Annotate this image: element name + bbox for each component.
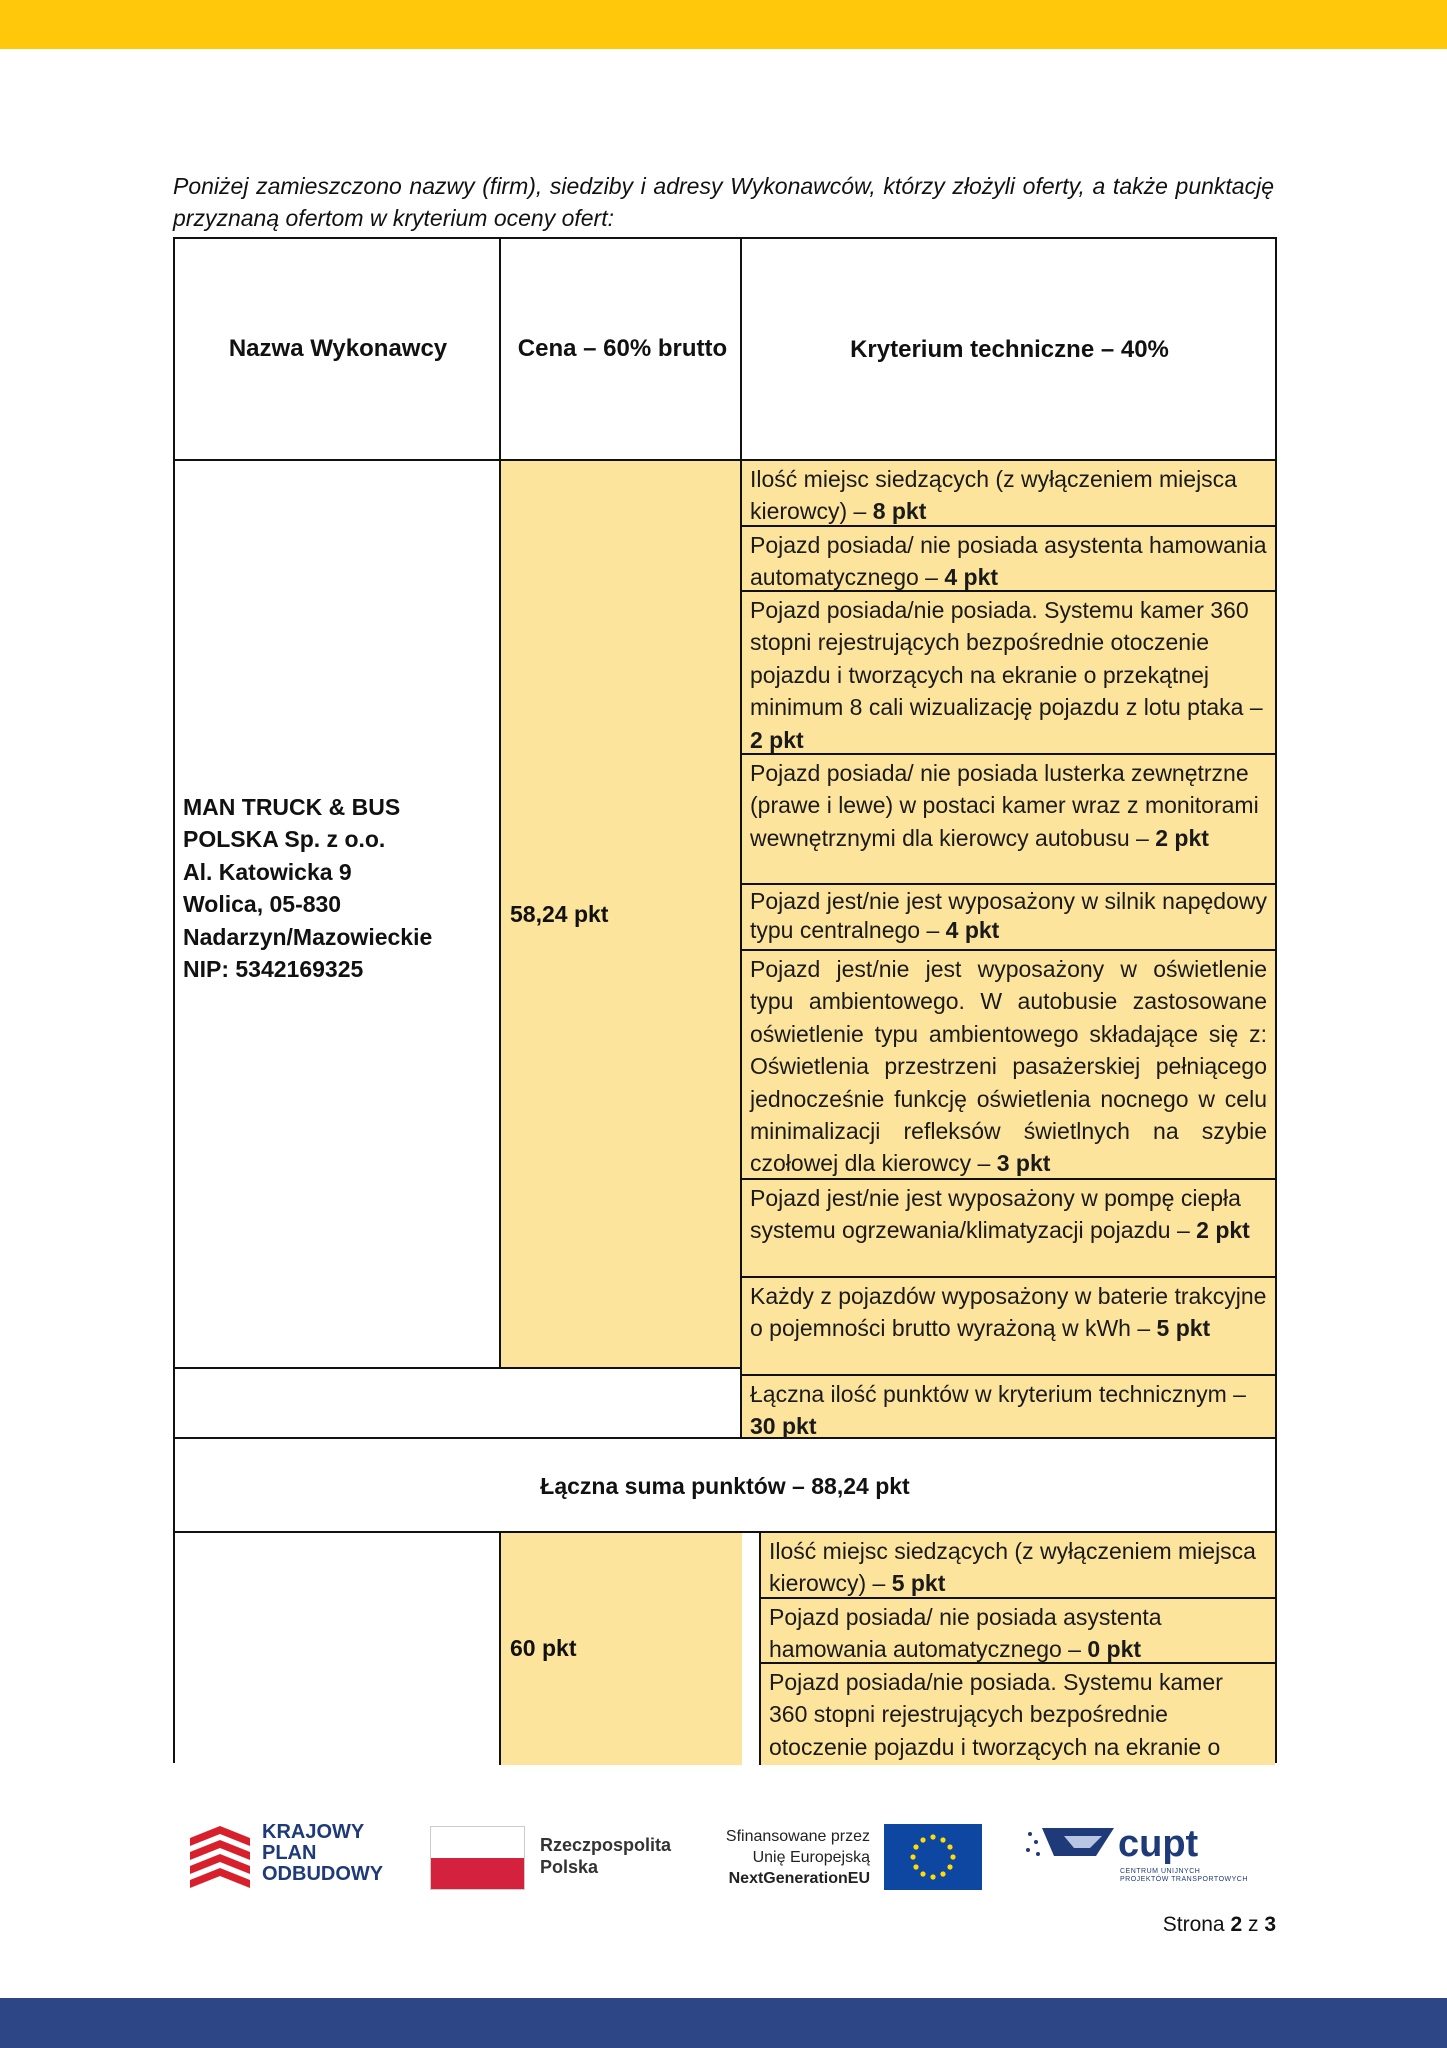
criterion-camera-mirrors [742, 755, 1275, 885]
criterion-text: Pojazd jest/nie jest wyposażony w silnik napędowy typu centralnego – [750, 888, 1267, 943]
polish-flag-icon [430, 1826, 525, 1890]
criterion-text: Pojazd jest/nie jest wyposażony w pompę ciepła systemu ogrzewania/klimatyzacji pojazdu – [750, 1185, 1241, 1244]
page-number [1163, 1913, 1276, 1937]
criterion-points: 2 pkt [1155, 824, 1209, 851]
kpo-line: KRAJOWY [262, 1821, 365, 1843]
price-points-offer1: 58,24 pkt [510, 901, 609, 927]
funding-logos [0, 1810, 1447, 1920]
criterion-seats [761, 1533, 1275, 1599]
header-contractor: Nazwa Wykonawcy [228, 335, 448, 362]
kpo-line: PLAN [262, 1842, 317, 1864]
criterion-ambient-lighting [742, 951, 1275, 1180]
criterion-points: 5 pkt [1156, 1315, 1211, 1342]
cupt-logo-text: cupt [1118, 1823, 1199, 1865]
kpo-line: ODBUDOWY [262, 1863, 384, 1885]
company-info [183, 791, 493, 985]
technical-total-points: 30 pkt [750, 1413, 817, 1440]
cupt-logo-icon [1024, 1826, 1116, 1866]
technical-total [742, 1376, 1275, 1439]
rp-line: Polska [540, 1857, 599, 1877]
criterion-text: Pojazd posiada/ nie posiada asystenta hamowania automatycznego – [750, 532, 1267, 591]
total-pages: 3 [1264, 1913, 1276, 1936]
kpo-logo-icon [190, 1824, 250, 1890]
criterion-batteries [742, 1278, 1275, 1376]
header-price: Cena – 60% brutto [517, 335, 728, 362]
technical-total-text: Łączna ilość punktów w kryterium technicznym – [750, 1381, 1246, 1407]
intro-paragraph: Poniżej zamieszczono nazwy (firm), siedziby i adresy Wykonawców, którzy złożyli oferty, a także punktację przyznaną ofertom w kryterium oceny ofert: [173, 173, 1274, 231]
cupt-sub-line: CENTRUM UNIJNYCH [1120, 1868, 1201, 1875]
criterion-heat-pump [742, 1180, 1275, 1278]
criterion-text: Ilość miejsc siedzących (z wyłączeniem miejsca kierowcy) – [769, 1538, 1256, 1597]
criterion-points: 2 pkt [750, 726, 804, 753]
criterion-points: 3 pkt [996, 1150, 1051, 1177]
criterion-points: 0 pkt [1087, 1636, 1142, 1663]
criterion-text: Pojazd posiada/ nie posiada lusterka zewnętrzne (prawe i lewe) w postaci kamer wraz z monitorami wewnętrznymi dla kierowcy autobusu – [750, 760, 1259, 851]
criterion-points: 5 pkt [891, 1570, 946, 1597]
criterion-text: Pojazd posiada/nie posiada. Systemu kamer 360 stopni rejestrujących bezpośrednie otoczenie pojazdu i tworzących na ekranie o przekątnej minimum 8 cali wizualizację pojazdu z lotu ptaka – [750, 597, 1263, 721]
criterion-points: 4 pkt [945, 917, 1000, 943]
cupt-sub-line: PROJEKTÓW TRANSPORTOWYCH [1120, 1876, 1248, 1883]
company-line: Wolica, 05-830 [183, 891, 342, 918]
eu-line: Sfinansowane przez [725, 1828, 870, 1845]
kpo-logo-text [262, 1822, 383, 1885]
company-line: Al. Katowicka 9 [183, 858, 352, 885]
criterion-seats [742, 461, 1275, 527]
criterion-points: 4 pkt [944, 564, 999, 591]
top-accent-bar [0, 0, 1447, 49]
criterion-brake-assist [761, 1599, 1275, 1664]
eu-line: NextGenerationEU [728, 1870, 870, 1887]
rp-line: Rzeczpospolita [540, 1835, 672, 1855]
criterion-brake-assist [742, 527, 1275, 592]
criterion-text: Każdy z pojazdów wyposażony w baterie trakcyjne o pojemności brutto wyrażoną w kWh – [750, 1283, 1267, 1342]
criterion-camera-360 [761, 1664, 1275, 1765]
criterion-text: Pojazd jest/nie jest wyposażony w oświetlenie typu ambientowego. W autobusie zastosowane oświetlenie typu ambientowego składające się z: Oświetlenia przestrzeni pasażerskiej pełniącego jednocześnie funkcję oświetlenia nocnego w celu minimalizacji refleksów świetlnych na szybie czołowej dla kierowcy – [750, 956, 1267, 1177]
column-divider [499, 1531, 501, 1765]
criterion-central-motor [742, 885, 1275, 951]
row-divider [175, 1367, 742, 1369]
header-technical: Kryterium techniczne – 40% [850, 336, 1169, 363]
page-prefix: Strona [1162, 1913, 1231, 1936]
grand-total: Łączna suma punktów – 88,24 pkt [540, 1472, 910, 1499]
price-points-offer2: 60 pkt [510, 1635, 577, 1661]
criterion-points: 2 pkt [1196, 1217, 1250, 1244]
bottom-accent-bar [0, 1998, 1447, 2048]
criterion-points: 8 pkt [872, 498, 927, 525]
offers-table [173, 237, 1277, 1763]
company-line: POLSKA Sp. z o.o. [183, 826, 386, 853]
criterion-text: Pojazd posiada/ nie posiada asystenta hamowania automatycznego – [769, 1604, 1162, 1663]
page-sep: z [1242, 1913, 1265, 1936]
company-line: Nadarzyn/Mazowieckie [183, 923, 433, 950]
company-line: MAN TRUCK & BUS [183, 794, 401, 820]
column-divider [499, 239, 501, 1369]
cupt-subtitle [1120, 1868, 1248, 1884]
criterion-text: Ilość miejsc siedzących (z wyłączeniem miejsca kierowcy) – [750, 466, 1237, 525]
company-line: NIP: 5342169325 [183, 956, 364, 983]
rp-logo-text [540, 1834, 671, 1878]
eu-flag-icon [884, 1824, 982, 1890]
eu-line: Unię Europejską [752, 1849, 870, 1866]
current-page: 2 [1230, 1913, 1243, 1936]
eu-logo-text [680, 1826, 870, 1889]
criterion-text: Pojazd posiada/nie posiada. Systemu kamer 360 stopni rejestrujących bezpośrednie otoczenie pojazdu i tworzących na ekranie o [769, 1669, 1223, 1760]
criterion-camera-360 [742, 592, 1275, 755]
